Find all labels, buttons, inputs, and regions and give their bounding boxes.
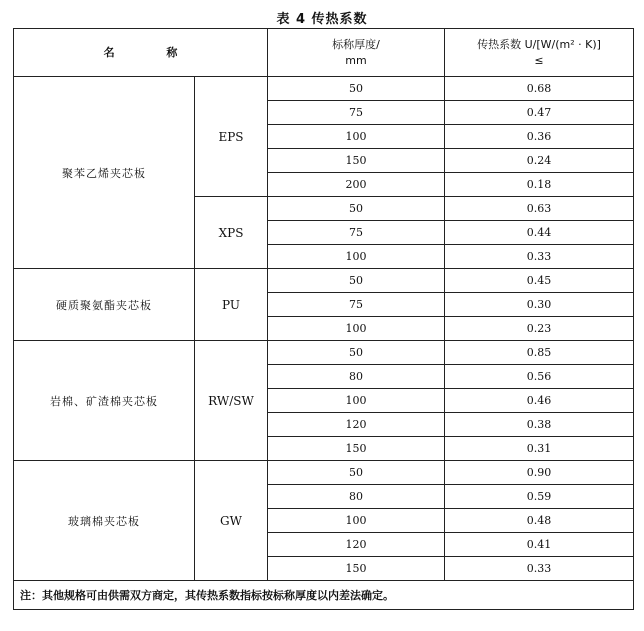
u-value-cell: 0.90 (445, 461, 634, 485)
table-body (14, 77, 634, 581)
u-value-cell: 0.30 (445, 293, 634, 317)
header-row (14, 29, 634, 77)
header-thickness (268, 29, 445, 77)
u-value-cell: 0.59 (445, 485, 634, 509)
nominal-thickness-cell: 50 (268, 341, 445, 365)
nominal-thickness-cell: 100 (268, 245, 445, 269)
u-value-cell: 0.36 (445, 125, 634, 149)
header-thickness-label: 标称厚度/ (332, 37, 380, 51)
nominal-thickness-cell: 75 (268, 221, 445, 245)
material-name: 玻璃棉夹芯板 (14, 461, 195, 581)
nominal-thickness-cell: 120 (268, 413, 445, 437)
table-note: 注：其他规格可由供需双方商定，其传热系数指标按标称厚度以内差法确定。 (14, 581, 634, 610)
u-value-cell: 0.33 (445, 557, 634, 581)
nominal-thickness-cell: 50 (268, 77, 445, 101)
u-value-cell: 0.18 (445, 173, 634, 197)
material-name: 聚苯乙烯夹芯板 (14, 77, 195, 269)
header-u-value (445, 29, 634, 77)
nominal-thickness-cell: 200 (268, 173, 445, 197)
material-abbreviation: XPS (195, 197, 268, 269)
material-abbreviation: RW/SW (195, 341, 268, 461)
nominal-thickness-cell: 100 (268, 509, 445, 533)
nominal-thickness-cell: 150 (268, 557, 445, 581)
u-value-cell: 0.33 (445, 245, 634, 269)
u-value-cell: 0.68 (445, 77, 634, 101)
nominal-thickness-cell: 120 (268, 533, 445, 557)
nominal-thickness-cell: 150 (268, 437, 445, 461)
nominal-thickness-cell: 50 (268, 461, 445, 485)
u-value-cell: 0.38 (445, 413, 634, 437)
nominal-thickness-cell: 80 (268, 365, 445, 389)
u-value-cell: 0.24 (445, 149, 634, 173)
table-row (14, 77, 634, 101)
header-thickness-unit: mm (345, 53, 367, 67)
nominal-thickness-cell: 80 (268, 485, 445, 509)
nominal-thickness-cell: 50 (268, 269, 445, 293)
header-u-label: 传热系数 U/[W/(m² · K)] (477, 37, 601, 51)
u-value-cell: 0.63 (445, 197, 634, 221)
nominal-thickness-cell: 100 (268, 125, 445, 149)
u-value-cell: 0.56 (445, 365, 634, 389)
material-abbreviation: EPS (195, 77, 268, 197)
heat-transfer-table (13, 28, 634, 610)
material-name: 硬质聚氨酯夹芯板 (14, 269, 195, 341)
u-value-cell: 0.46 (445, 389, 634, 413)
u-value-cell: 0.31 (445, 437, 634, 461)
table-row (14, 269, 634, 293)
u-value-cell: 0.48 (445, 509, 634, 533)
nominal-thickness-cell: 150 (268, 149, 445, 173)
u-value-cell: 0.45 (445, 269, 634, 293)
table-row (14, 461, 634, 485)
material-abbreviation: GW (195, 461, 268, 581)
u-value-cell: 0.85 (445, 341, 634, 365)
table-title: 表 4 传热系数 (276, 12, 368, 27)
material-name: 岩棉、矿渣棉夹芯板 (14, 341, 195, 461)
u-value-cell: 0.47 (445, 101, 634, 125)
nominal-thickness-cell: 100 (268, 317, 445, 341)
nominal-thickness-cell: 50 (268, 197, 445, 221)
table-row (14, 341, 634, 365)
material-abbreviation: PU (195, 269, 268, 341)
header-name: 名 称 (14, 29, 268, 77)
note-row (14, 581, 634, 610)
nominal-thickness-cell: 75 (268, 293, 445, 317)
u-value-cell: 0.41 (445, 533, 634, 557)
header-u-symbol: ≤ (534, 53, 544, 67)
nominal-thickness-cell: 100 (268, 389, 445, 413)
nominal-thickness-cell: 75 (268, 101, 445, 125)
u-value-cell: 0.23 (445, 317, 634, 341)
u-value-cell: 0.44 (445, 221, 634, 245)
